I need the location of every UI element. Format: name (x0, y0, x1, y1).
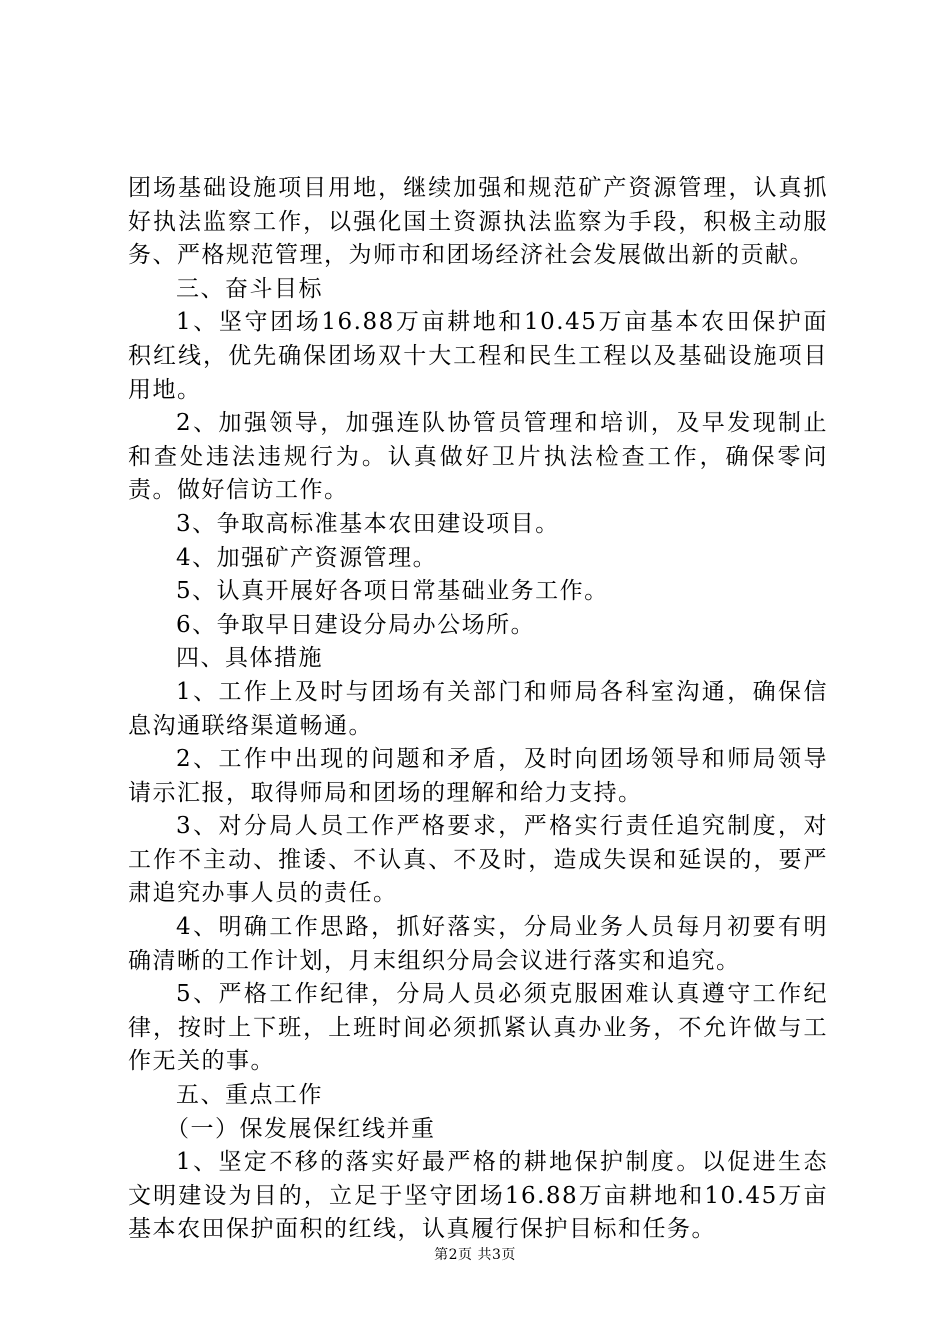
goal-item-4: 4、加强矿产资源管理。 (176, 544, 438, 571)
measure-item-1: 1、工作上及时与团场有关部门和师局各科室沟通，确保信息沟通联络渠道畅通。 (128, 678, 828, 739)
measure-item-5: 5、严格工作纪律，分局人员必须克服困难认真遵守工作纪律，按时上下班，上班时间必须抓紧认真办业务，不允许做与工作无关的事。 (128, 981, 828, 1075)
goal-item-5: 5、认真开展好各项日常基础业务工作。 (176, 578, 609, 605)
document-body (128, 172, 828, 1247)
section-heading-goals: 三、奋斗目标 (176, 275, 323, 302)
key-work-item-1: 1、坚定不移的落实好最严格的耕地保护制度。以促进生态文明建设为目的，立足于坚守团场16.88万亩耕地和10.45万亩基本农田保护面积的红线，认真履行保护目标和任务。 (128, 1149, 828, 1243)
measure-item-4: 4、明确工作思路，抓好落实，分局业务人员每月初要有明确清晰的工作计划，月末组织分局会议进行落实和追究。 (128, 914, 828, 974)
paragraph-continuation: 团场基础设施项目用地，继续加强和规范矿产资源管理，认真抓好执法监察工作，以强化国土资源执法监察为手段，积极主动服务、严格规范管理，为师市和团场经济社会发展做出新的贡献。 (128, 175, 828, 269)
measure-item-2: 2、工作中出现的问题和矛盾，及时向团场领导和师局领导请示汇报，取得师局和团场的理解和给力支持。 (128, 746, 828, 806)
goal-item-1: 1、坚守团场16.88万亩耕地和10.45万亩基本农田保护面积红线，优先确保团场双十大工程和民生工程以及基础设施项目用地。 (128, 309, 828, 403)
goal-item-6: 6、争取早日建设分局办公场所。 (176, 611, 536, 638)
measure-item-3: 3、对分局人员工作严格要求，严格实行责任追究制度，对工作不主动、推诿、不认真、不及时，造成失误和延误的，要严肃追究办事人员的责任。 (128, 813, 828, 907)
page-footer: 第2页 共3页 (434, 1247, 516, 1263)
section-heading-key-work: 五、重点工作 (176, 1082, 323, 1109)
subsection-heading: （一）保发展保红线并重 (166, 1115, 436, 1142)
section-heading-measures: 四、具体措施 (176, 645, 323, 672)
goal-item-2: 2、加强领导，加强连队协管员管理和培训，及早发现制止和查处违法违规行为。认真做好卫片执法检查工作，确保零问责。做好信访工作。 (128, 410, 828, 504)
goal-item-3: 3、争取高标准基本农田建设项目。 (176, 510, 560, 537)
